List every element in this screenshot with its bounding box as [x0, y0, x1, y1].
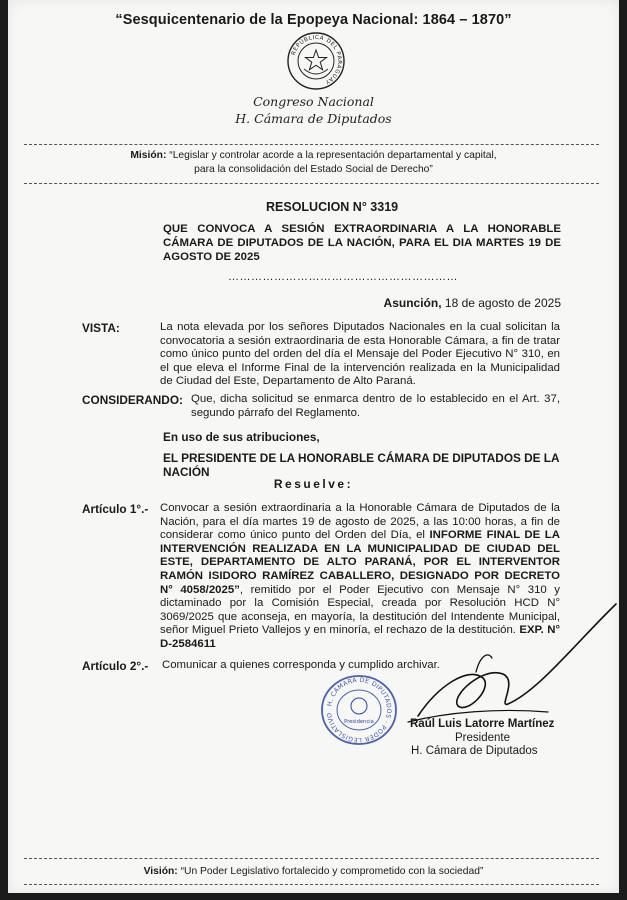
signatory-name: Raúl Luis Latorre Martínez	[410, 718, 555, 730]
separator-dots: ……………………………………………………	[228, 271, 458, 283]
articulo1-label: Artículo 1°.-	[82, 502, 149, 516]
articulo2-text: Comunicar a quienes corresponda y cumplido archivar.	[162, 659, 440, 671]
articulo1-informe: INFORME FINAL DE LA INTERVENCIÓN REALIZADA EN LA MUNICIPALIDAD DE CIUDAD DEL ESTE, DEPARTAMENTO DE ALTO PARANÁ, POR EL INTERVENTOR RAMÓN ISIDORO RAMÍREZ CABALLERO, DESIGNADO POR DECRETO N° 4058/2025”	[160, 529, 560, 596]
articulo1-text-a: Convocar a sesión extraordinaria a la Honorable Cámara de Diputados de la Nación, para el día martes 19 de agosto de 2025, a las 10:00 horas, a fin de considerar como único punto del Orden del Día, el	[160, 502, 560, 542]
mision-line2: para la consolidación del Estado Social de Derecho”	[194, 164, 433, 175]
articulo1-text-c: , remitido por el Poder Ejecutivo con Mensaje N° 310 y dictaminado por la Comisión Especial, creada por Resolución HCD N° 3069/2025 que aconseja, en mayoría, la destitución del Intendente Municipal, señor Miguel Prieto Vallejos y en minoría, el rechazo de la destitución.	[160, 583, 560, 637]
national-seal-icon	[286, 31, 346, 91]
atribuciones-text: En uso de sus atribuciones,	[163, 430, 320, 444]
articulo2-label: Artículo 2°.-	[82, 659, 149, 673]
vista-label: VISTA:	[82, 321, 120, 335]
stamp-center-text: Presidencia	[344, 719, 374, 725]
date-city: Asunción,	[383, 296, 442, 310]
vision-label: Visión:	[143, 866, 178, 877]
articulo1-expediente: EXP. N° D-2584611	[160, 624, 560, 650]
considerando-label: CONSIDERANDO:	[82, 393, 183, 407]
date-text: 18 de agosto de 2025	[444, 296, 561, 310]
divider	[24, 858, 599, 859]
document-page	[8, 0, 619, 893]
mision-label: Misión:	[130, 150, 167, 161]
presidente-heading: EL PRESIDENTE DE LA HONORABLE CÁMARA DE DIPUTADOS DE LA NACIÓN	[163, 451, 560, 479]
resolution-subject: QUE CONVOCA A SESIÓN EXTRAORDINARIA A LA HONORABLE CÁMARA DE DIPUTADOS DE LA NACIÓN, PARA EL DIA MARTES 19 DE AGOSTO DE 2025	[163, 223, 561, 263]
mision-statement	[8, 149, 619, 177]
svg-text:H. CÁMARA DE DIPUTADOS · PODER	[326, 677, 392, 743]
resolution-number: RESOLUCION N° 3319	[266, 200, 399, 214]
resolution-date	[384, 296, 561, 310]
divider	[24, 884, 599, 885]
institution-line1: Congreso Nacional	[253, 94, 374, 109]
handwritten-signature	[388, 596, 618, 736]
signatory-organization: H. Cámara de Diputados	[411, 745, 538, 757]
vision-text: “Un Poder Legislativo fortalecido y comprometido con la sociedad”	[180, 866, 484, 877]
signatory-role: Presidente	[455, 732, 510, 744]
motto-heading: “Sesquicentenario de la Epopeya Nacional: 1864 – 1870”	[115, 12, 512, 28]
considerando-text	[191, 393, 560, 420]
mision-line1: “Legislar y controlar acorde a la representación departamental y capital,	[169, 150, 497, 161]
divider	[24, 144, 599, 145]
vision-statement	[8, 866, 619, 877]
vista-text: La nota elevada por los señores Diputados Nacionales en la cual solicitan la convocatoria a sesión extraordinaria de esta Honorable Cámara, a fin de tratar como único punto del orden del día el Mensaje del Poder Ejecutivo N° 310, en el que eleva el Informe Final de la intervención realizada en la Municipalidad de Ciudad del Este, Departamento de Alto Paraná.	[160, 321, 560, 388]
resuelve-heading: Resuelve:	[273, 477, 354, 491]
seal-ring-text: REPÚBLICA DEL PARAGUAY	[290, 34, 343, 85]
divider	[24, 183, 599, 184]
stamp-ring-text: H. CÁMARA DE DIPUTADOS · PODER LEGISLATIVO	[326, 676, 393, 744]
presidency-stamp-icon	[319, 673, 399, 747]
considerando-body: Que, dicha solicitud se enmarca dentro de lo establecido en el Art. 37, segundo párrafo del Reglamento.	[191, 393, 560, 419]
institution-line2: H. Cámara de Diputados	[235, 111, 392, 126]
